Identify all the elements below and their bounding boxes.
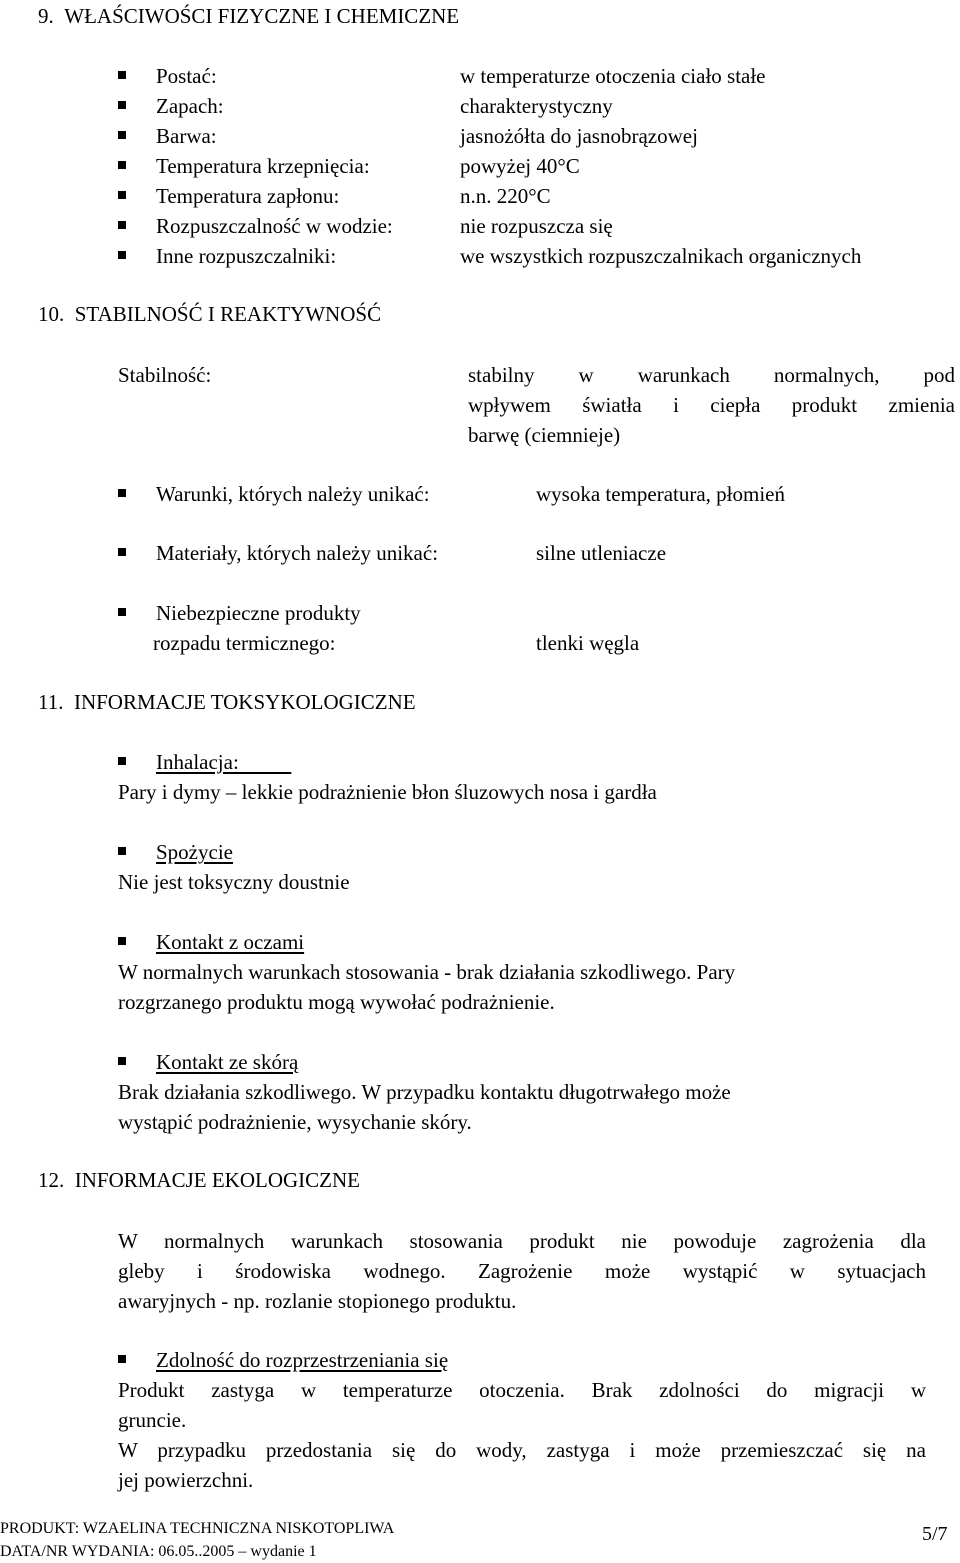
bullet-icon (118, 757, 126, 765)
property-value-zapach: charakterystyczny (460, 94, 613, 118)
skin-contact-text: Brak działania szkodliwego. W przypadku kontaktu długotrwałego może (118, 1080, 731, 1104)
property-label-postac: Postać: (156, 64, 217, 88)
bullet-icon (118, 608, 126, 616)
section-10-title: 10. STABILNOŚĆ I REAKTYWNOŚĆ (38, 302, 382, 326)
bullet-icon (118, 221, 126, 229)
page-number: 5/7 (922, 1523, 948, 1545)
bullet-icon (118, 191, 126, 199)
bullet-icon (118, 161, 126, 169)
mobility-text-line: W przypadku przedostania się do wody, zastyga i może przemieszczać się na (118, 1438, 926, 1462)
property-label-krzepniecie: Temperatura krzepnięcia: (156, 154, 370, 178)
stability-value-line: barwę (ciemnieje) (468, 423, 621, 447)
inhalation-text: Pary i dymy – lekkie podrażnienie błon śluzowych nosa i gardła (118, 780, 657, 804)
inhalation-heading: Inhalacja: (156, 750, 292, 774)
stability-label: Stabilność: (118, 363, 212, 387)
bullet-icon (118, 251, 126, 259)
bullet-icon (118, 101, 126, 109)
section-12-title: 12. INFORMACJE EKOLOGICZNE (38, 1168, 360, 1192)
bullet-icon (118, 131, 126, 139)
ingestion-heading: Spożycie (156, 840, 233, 864)
property-label-inne: Inne rozpuszczalniki: (156, 244, 337, 268)
property-value-zaplon: n.n. 220°C (460, 184, 551, 208)
bullet-icon (118, 937, 126, 945)
mobility-heading: Zdolność do rozprzestrzeniania się (156, 1348, 449, 1372)
avoid-materials-value: silne utleniacze (536, 541, 667, 565)
eco-paragraph-line: awaryjnych - np. rozlanie stopionego produktu. (118, 1289, 517, 1313)
decomposition-value: tlenki węgla (536, 631, 640, 655)
bullet-icon (118, 489, 126, 497)
footer-date: DATA/NR WYDANIA: 06.05..2005 – wydanie 1 (0, 1543, 317, 1560)
bullet-icon (118, 1057, 126, 1065)
stability-value-line: stabilny w warunkach normalnych, pod (468, 363, 955, 387)
mobility-text-line: jej powierzchni. (118, 1468, 254, 1492)
property-label-rozpuszczalnosc: Rozpuszczalność w wodzie: (156, 214, 393, 238)
property-value-krzepniecie: powyżej 40°C (460, 154, 580, 178)
avoid-conditions-value: wysoka temperatura, płomień (536, 482, 786, 506)
property-label-zaplon: Temperatura zapłonu: (156, 184, 340, 208)
bullet-icon (118, 548, 126, 556)
bullet-icon (118, 847, 126, 855)
bullet-icon (118, 71, 126, 79)
ingestion-text: Nie jest toksyczny doustnie (118, 870, 350, 894)
property-label-zapach: Zapach: (156, 94, 224, 118)
property-label-barwa: Barwa: (156, 124, 217, 148)
property-value-postac: w temperaturze otoczenia ciało stałe (460, 64, 766, 88)
section-9-title: 9. WŁAŚCIWOŚCI FIZYCZNE I CHEMICZNE (38, 4, 460, 28)
property-value-inne: we wszystkich rozpuszczalnikach organicznych (460, 244, 862, 268)
skin-contact-heading: Kontakt ze skórą (156, 1050, 299, 1074)
footer-product: PRODUKT: WZAELINA TECHNICZNA NISKOTOPLIWA (0, 1520, 395, 1537)
stability-value-line: wpływem światła i ciepła produkt zmienia (468, 393, 955, 417)
eye-contact-text: W normalnych warunkach stosowania - brak działania szkodliwego. Pary (118, 960, 736, 984)
eye-contact-text: rozgrzanego produktu mogą wywołać podrażnienie. (118, 990, 555, 1014)
avoid-materials-label: Materiały, których należy unikać: (156, 541, 439, 565)
decomposition-label: Niebezpieczne produkty (156, 601, 361, 625)
decomposition-label-2: rozpadu termicznego: (153, 631, 336, 655)
mobility-text-line: Produkt zastyga w temperaturze otoczenia. Brak zdolności do migracji w (118, 1378, 926, 1402)
eco-paragraph-line: W normalnych warunkach stosowania produkt nie powoduje zagrożenia dla (118, 1229, 926, 1253)
bullet-icon (118, 1355, 126, 1363)
section-11-title: 11. INFORMACJE TOKSYKOLOGICZNE (38, 690, 416, 714)
skin-contact-text: wystąpić podrażnienie, wysychanie skóry. (118, 1110, 472, 1134)
avoid-conditions-label: Warunki, których należy unikać: (156, 482, 430, 506)
property-value-rozpuszczalnosc: nie rozpuszcza się (460, 214, 613, 238)
mobility-text-line: gruncie. (118, 1408, 187, 1432)
eye-contact-heading: Kontakt z oczami (156, 930, 305, 954)
property-value-barwa: jasnożółta do jasnobrązowej (460, 124, 698, 148)
eco-paragraph-line: gleby i środowiska wodnego. Zagrożenie może wystąpić w sytuacjach (118, 1259, 926, 1283)
